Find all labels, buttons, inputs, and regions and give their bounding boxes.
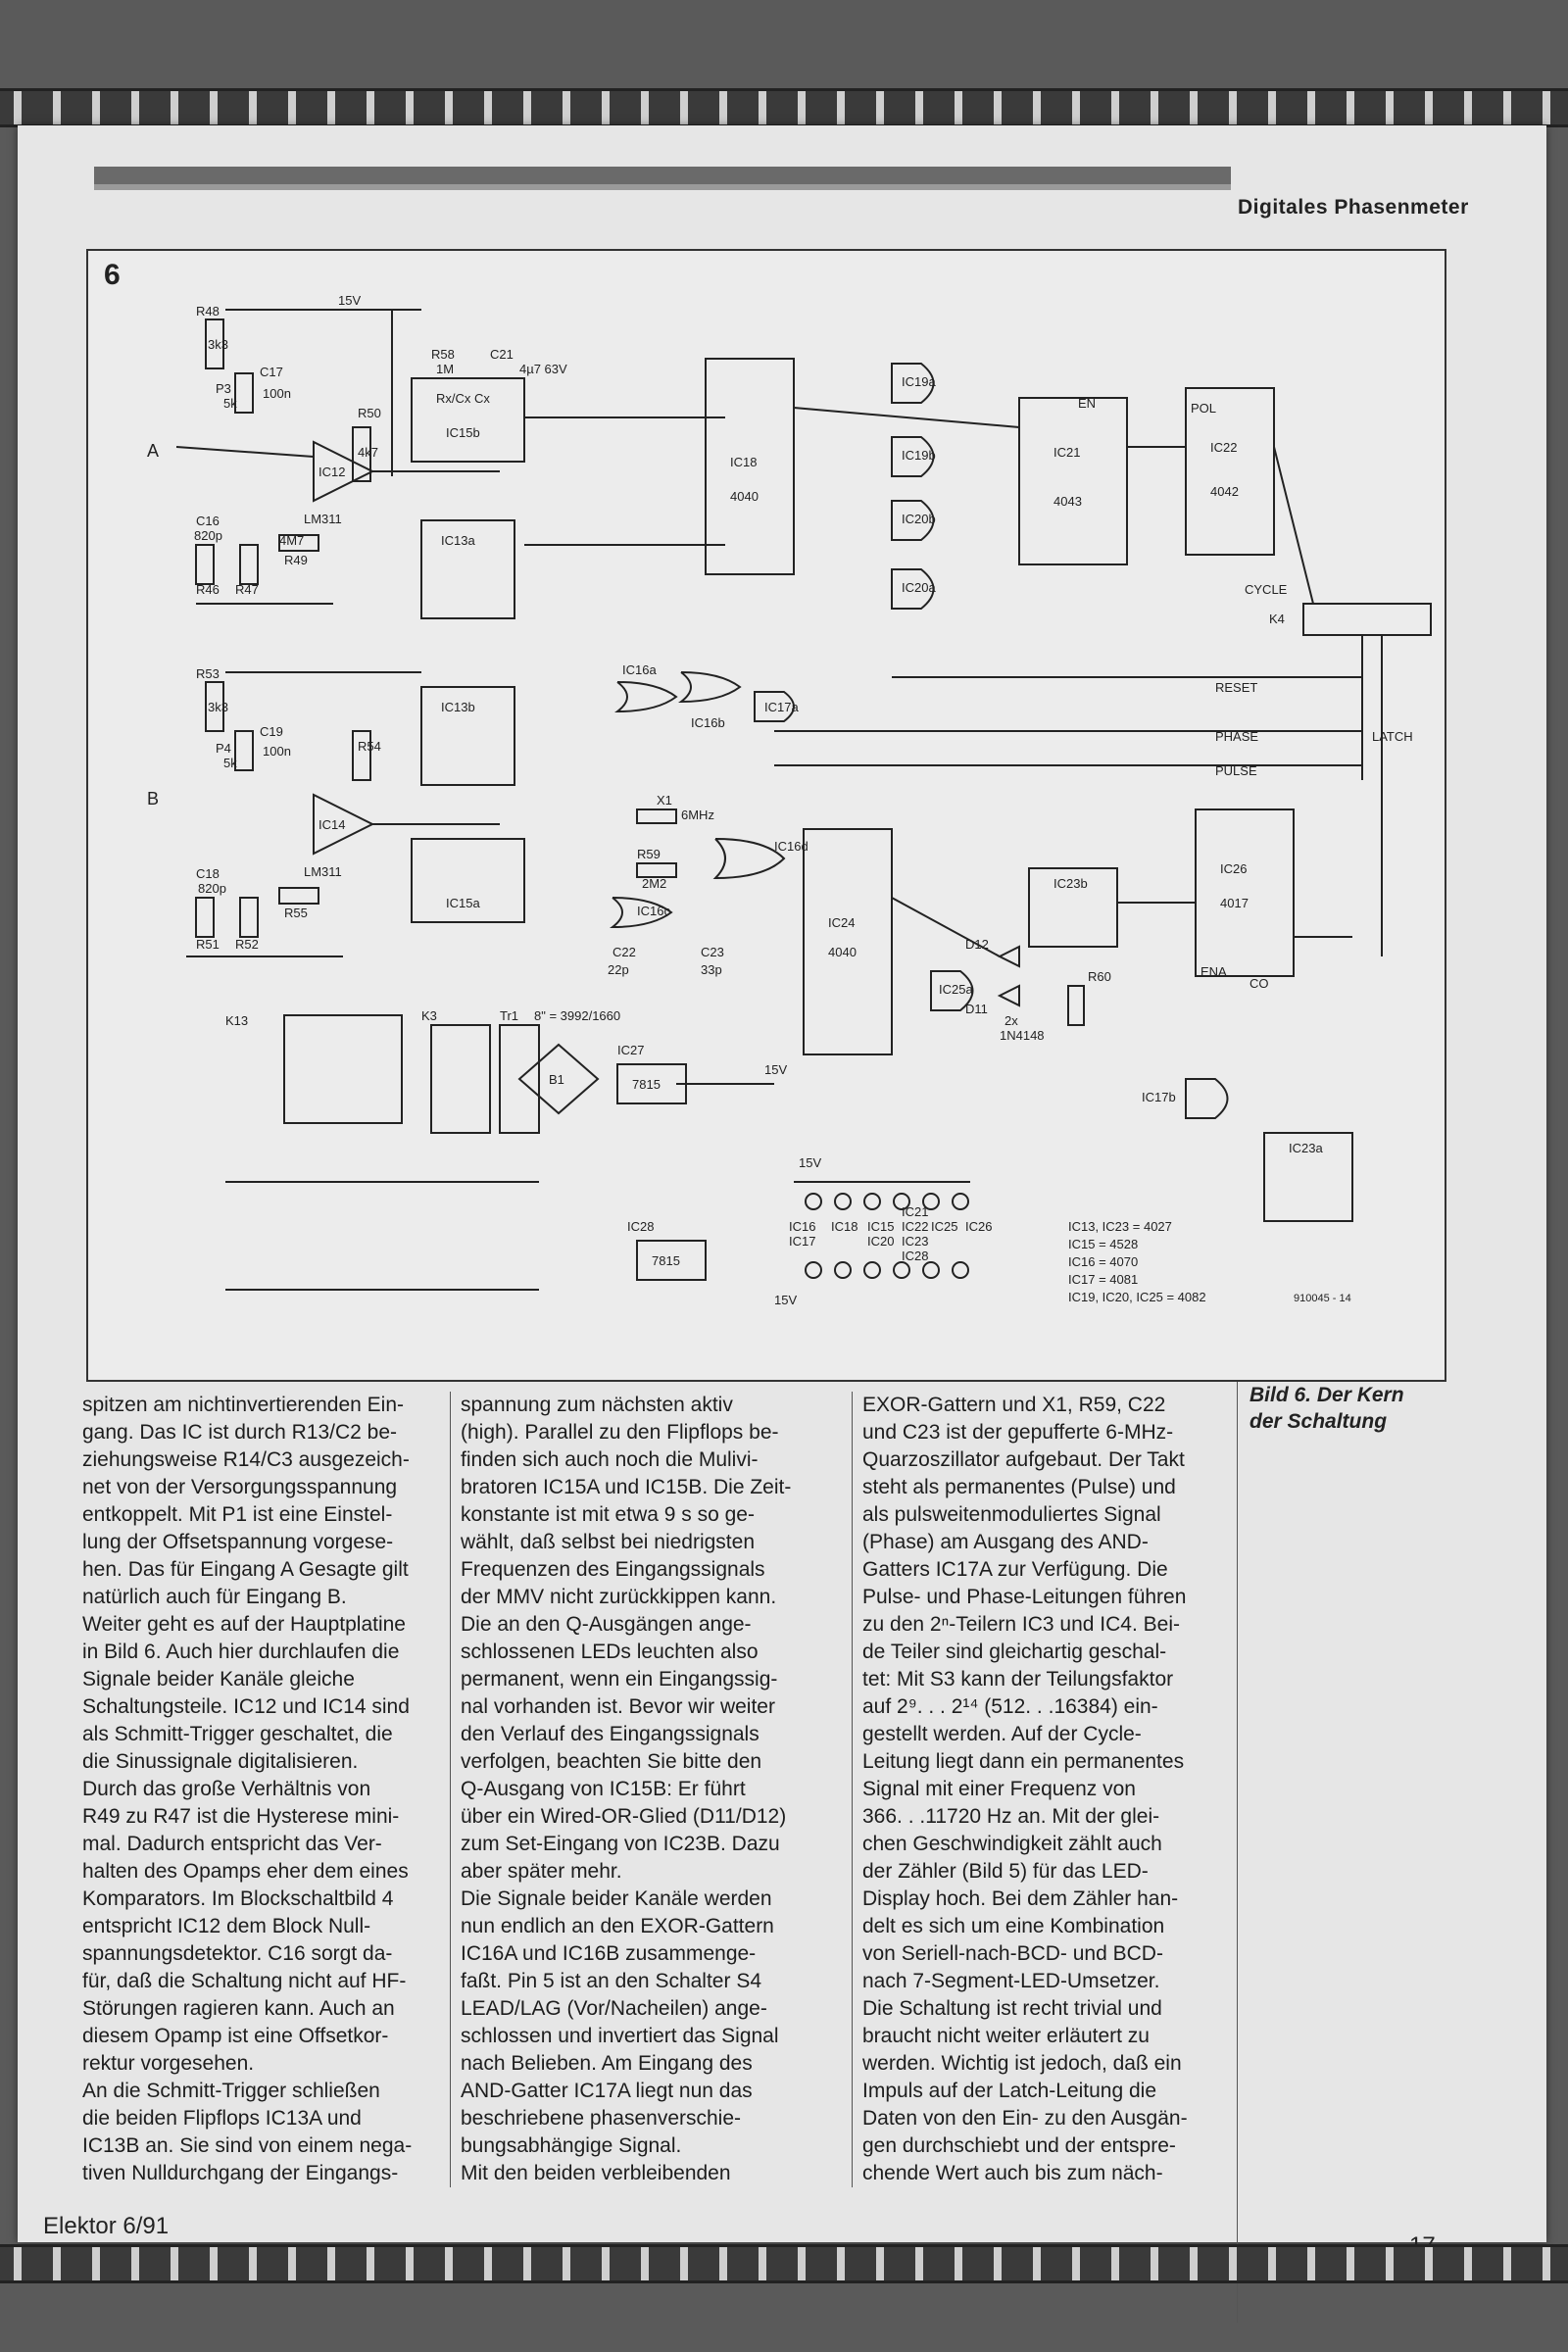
label-4k7-a: 4k7 (358, 445, 378, 460)
label-r52: R52 (235, 937, 259, 952)
label-ic16a: IC16a (622, 662, 657, 677)
exor-ic16a (617, 682, 676, 711)
label-p3: P3 (216, 381, 231, 396)
label-c19: C19 (260, 724, 283, 739)
ic-list-4: IC17 = 4081 (1068, 1272, 1139, 1287)
ic21-box (1019, 398, 1127, 564)
label-ic15a: IC15a (446, 896, 480, 910)
ic-list-3: IC16 = 4070 (1068, 1254, 1139, 1269)
label-2m2: 2M2 (642, 876, 667, 891)
binder-strip-bottom (0, 2244, 1568, 2283)
resistor-r46 (196, 545, 214, 584)
label-ic26: IC26 (1220, 861, 1248, 876)
label-5k-a: 5k (223, 396, 237, 411)
label-ic15b: IC15b (446, 425, 480, 440)
label-7815-a: 7815 (632, 1077, 661, 1092)
label-ic21: IC21 (1054, 445, 1081, 460)
label-reset: RESET (1215, 680, 1258, 695)
label-ic18-row: IC18 (831, 1219, 858, 1234)
label-lm311-b: LM311 (304, 864, 342, 879)
label-33p: 33p (701, 962, 722, 977)
ic26-box (1196, 809, 1294, 976)
label-1m: 1M (436, 362, 455, 376)
label-c22: C22 (612, 945, 636, 959)
label-820p-a: 820p (194, 528, 222, 543)
label-15v-top: 15V (338, 293, 362, 308)
label-15v-psu: 15V (764, 1062, 788, 1077)
label-c16: C16 (196, 514, 220, 528)
label-ic13b: IC13b (441, 700, 475, 714)
resistor-r51 (196, 898, 214, 937)
label-tr1: Tr1 (500, 1008, 519, 1023)
label-x1: X1 (657, 793, 672, 808)
potentiometer-p3 (235, 373, 253, 413)
text-column-2: spannung zum nächsten aktiv (high). Parallel zu den Flipflops be- finden sich auch noch die Mulivi- bratoren IC15A und IC15B. Die Zeit- konstante ist mit etwa 9 s so ge- wählt, daß selbst bei niedrigsten Frequenzen des Eingangssignals der MMV nicht zurückkippen kann. Die an den Q-Ausgängen ange- schlossenen LEDs leuchten also permanent, wenn ein Eingangssig- nal vorhanden ist. Bevor wir weiter den Verlauf des Eingangssignals verfolgen, beachten Sie bitte den Q-Ausgang von IC15B: Er führt über ein Wired-OR-Glied (D11/D12) zum Set-Eingang von IC23B. Dazu aber später mehr. Die Signale beider Kanäle werden nun endlich an den EXOR-Gattern IC16A und IC16B zusammenge- faßt. Pin 5 ist an den Schalter S4 LEAD/LAG (Vor/Nacheilen) ange- schlossen und invertiert das Signal nach Belieben. Am Eingang des AND-Gatter IC17A liegt nun das beschriebene phasenverschie- bungsabhängige Signal. Mit den beiden verbleibenden (450, 1392, 841, 2187)
label-ic17b: IC17b (1142, 1090, 1176, 1104)
label-ic19b: IC19b (902, 448, 936, 463)
connector-k3 (431, 1025, 490, 1133)
label-b1: B1 (549, 1072, 564, 1087)
label-ic18: IC18 (730, 455, 758, 469)
label-ic17a: IC17a (764, 700, 799, 714)
label-en: EN (1078, 396, 1097, 411)
text-column-1: spitzen am nichtinvertierenden Ein- gang. Das IC ist durch R13/C2 be- ziehungsweise R14/C3 ausgezeich- net von der Versorgungsspannung entkoppelt. Mit P1 ist eine Einstel- lung der Offsetspannung vorgese- hen. Das für Eingang A Gesagte gilt natürlich auch für Eingang B. Weiter geht es auf der Hauptplatine in Bild 6. Auch hier durchlaufen die Signale beider Kanäle gleiche Schaltungsteile. IC12 und IC14 sind als Schmitt-Trigger geschaltet, die die Sinussignale digitalisieren. Durch das große Verhältnis von R49 zu R47 ist die Hysterese mini- mal. Dadurch entspricht das Ver- halten des Opamps eher dem eines Komparators. Im Blockschaltbild 4 entspricht IC12 dem Block Null- spannungsdetektor. C16 sorgt da- für, daß die Schaltung nicht auf HF- Störungen ragieren kann. Auch an diesem Opamp ist eine Offsetkor- rektur vorgesehen. An die Schmitt-Trigger schließen die beiden Flipflops IC13A und IC13B an. Sie sind von einem nega- tiven Nulldurchgang der Eingangs- (82, 1394, 413, 2184)
label-ic27: IC27 (617, 1043, 645, 1057)
label-4040-b: 4040 (828, 945, 857, 959)
resistor-r47 (240, 545, 258, 584)
label-ic23b: IC23b (1054, 876, 1088, 891)
label-ic20b: IC20b (902, 512, 936, 526)
label-ic16d: IC16d (774, 839, 808, 854)
figure-caption: Bild 6. Der Kern der Schaltung (1250, 1384, 1404, 1433)
ic-list-5: IC19, IC20, IC25 = 4082 (1068, 1290, 1206, 1304)
label-2x: 2x (1004, 1013, 1018, 1028)
label-d12: D12 (965, 937, 989, 952)
label-4m7: 4M7 (279, 533, 305, 548)
label-ic14: IC14 (318, 817, 346, 832)
header-rule-thin (94, 184, 1231, 190)
resistor-r59 (637, 863, 676, 877)
label-100n-b: 100n (263, 744, 291, 759)
label-ic28: IC28 (627, 1219, 655, 1234)
label-15v-psu2: 15V (774, 1293, 798, 1307)
ic-list-1: IC13, IC23 = 4027 (1068, 1219, 1172, 1234)
schematic-svg (88, 251, 1445, 1380)
label-4042: 4042 (1210, 484, 1239, 499)
label-p4: P4 (216, 741, 231, 756)
label-r58: R58 (431, 347, 455, 362)
label-r54: R54 (358, 739, 381, 754)
label-ena: ENA (1200, 964, 1227, 979)
label-ic25a: IC25a (939, 982, 973, 997)
label-ic15-row: IC15 (867, 1219, 895, 1234)
ic-list-2: IC15 = 4528 (1068, 1237, 1139, 1251)
section-title: Digitales Phasenmeter (1238, 196, 1469, 219)
label-ic13a: IC13a (441, 533, 475, 548)
label-ic28-row: IC28 (902, 1249, 929, 1263)
diode-d11 (1000, 986, 1019, 1005)
label-3k3-b: 3k3 (208, 700, 228, 714)
resistor-r60 (1068, 986, 1084, 1025)
label-15v-row: 15V (799, 1155, 822, 1170)
label-ic16c: IC16c (637, 904, 670, 918)
caption-column (1237, 1382, 1455, 2323)
and-ic17b (1186, 1079, 1228, 1118)
resistor-r52 (240, 898, 258, 937)
label-820p-b: 820p (198, 881, 226, 896)
label-ic12: IC12 (318, 465, 346, 479)
figure-code: 910045 - 14 (1294, 1293, 1351, 1304)
label-tr-code: 8" = 3992/1660 (534, 1008, 621, 1023)
ic24-box (804, 829, 892, 1054)
label-k4: K4 (1269, 612, 1285, 626)
label-4040-a: 4040 (730, 489, 759, 504)
label-ic22-row: IC22 (902, 1219, 929, 1234)
label-c23: C23 (701, 945, 724, 959)
label-c18: C18 (196, 866, 220, 881)
label-ic22: IC22 (1210, 440, 1238, 455)
label-d11: D11 (965, 1002, 988, 1016)
label-c21: C21 (490, 347, 514, 362)
label-ic23-row: IC23 (902, 1234, 929, 1249)
label-ic24: IC24 (828, 915, 856, 930)
label-4017: 4017 (1220, 896, 1249, 910)
label-r48: R48 (196, 304, 220, 318)
connector-k4 (1303, 604, 1431, 635)
label-6mhz: 6MHz (681, 808, 714, 822)
text-column-3: EXOR-Gattern und X1, R59, C22 und C23 ist der gepufferte 6-MHz- Quarzoszillator aufgebaut. Der Takt steht als permanentes (Pulse) und als pulsweitenmoduliertes Signal (Phase) am Ausgang des AND- Gatters IC17A zur Verfügung. Die Pulse- und Phase-Leitungen führen zu den 2ⁿ-Teilern IC3 und IC4. Bei- de Teiler sind gleichartig geschal- tet: Mit S3 kann der Teilungsfaktor auf 2⁹. . . 2¹⁴ (512. . .16384) ein- gestellt werden. Auf der Cycle- Leitung liegt dann ein permanentes Signal mit einer Frequenz von 366. . .11720 Hz an. Mit der glei- chen Geschwindigkeit zählt auch der Zähler (Bild 5) für das LED- Display hoch. Bei dem Zähler han- delt es sich um eine Kombination von Seriell-nach-BCD- und BCD- nach 7-Segment-LED-Umsetzer. Die Schaltung ist recht trivial und braucht nicht weiter erläutert zu werden. Wichtig ist jedoch, daß ein Impuls auf der Latch-Leitung die Daten von den Ein- zu den Ausgän- gen durchschiebt und der entspre- chende Wert auch bis zum näch- (852, 1392, 1233, 2187)
label-r51: R51 (196, 937, 220, 952)
label-latch: LATCH (1372, 729, 1413, 744)
crystal-x1 (637, 809, 676, 823)
label-ic26-row: IC26 (965, 1219, 993, 1234)
label-cycle: CYCLE (1245, 582, 1288, 597)
label-ic20a: IC20a (902, 580, 936, 595)
label-input-b: B (147, 789, 160, 808)
label-ic16-row: IC16 (789, 1219, 816, 1234)
label-7815-b: 7815 (652, 1253, 680, 1268)
label-ic19a: IC19a (902, 374, 936, 389)
label-4043: 4043 (1054, 494, 1082, 509)
label-input-a: A (147, 441, 160, 461)
label-1n4148: 1N4148 (1000, 1028, 1045, 1043)
magazine-page (18, 125, 1546, 2242)
label-r50: R50 (358, 406, 381, 420)
schematic-figure (86, 249, 1446, 1382)
label-3k3-a: 3k3 (208, 337, 228, 352)
label-r59: R59 (637, 847, 661, 861)
resistor-r55 (279, 888, 318, 904)
exor-ic16b (681, 672, 740, 702)
label-ic17-row: IC17 (789, 1234, 816, 1249)
label-phase: PHASE (1215, 729, 1259, 744)
label-k13: K13 (225, 1013, 249, 1028)
label-c17: C17 (260, 365, 283, 379)
label-r47: R47 (235, 582, 259, 597)
footer-magazine: Elektor 6/91 (43, 2213, 170, 2239)
label-ic21-row: IC21 (902, 1204, 929, 1219)
diode-d12 (1000, 947, 1019, 966)
potentiometer-p4 (235, 731, 253, 770)
binder-strip-top (0, 88, 1568, 127)
label-ic23a: IC23a (1289, 1141, 1323, 1155)
figure-number: 6 (104, 259, 121, 291)
label-lm311-a: LM311 (304, 512, 342, 526)
header-rule (94, 167, 1231, 184)
label-r55: R55 (284, 906, 308, 920)
label-ic16b: IC16b (691, 715, 725, 730)
label-4u7-63v: 4µ7 63V (519, 362, 567, 376)
label-100n-a: 100n (263, 386, 291, 401)
label-ic25-row: IC25 (931, 1219, 958, 1234)
connector-k13 (284, 1015, 402, 1123)
label-rxcx: Rx/Cx Cx (436, 391, 490, 406)
label-ic20-row: IC20 (867, 1234, 895, 1249)
label-pol: POL (1191, 401, 1217, 416)
label-k3: K3 (421, 1008, 437, 1023)
label-r49: R49 (284, 553, 308, 567)
label-r60: R60 (1088, 969, 1111, 984)
label-co: CO (1250, 976, 1269, 991)
label-r46: R46 (196, 582, 220, 597)
label-22p: 22p (608, 962, 629, 977)
label-r53: R53 (196, 666, 220, 681)
label-pulse: PULSE (1215, 763, 1257, 778)
label-5k-b: 5k (223, 756, 237, 770)
